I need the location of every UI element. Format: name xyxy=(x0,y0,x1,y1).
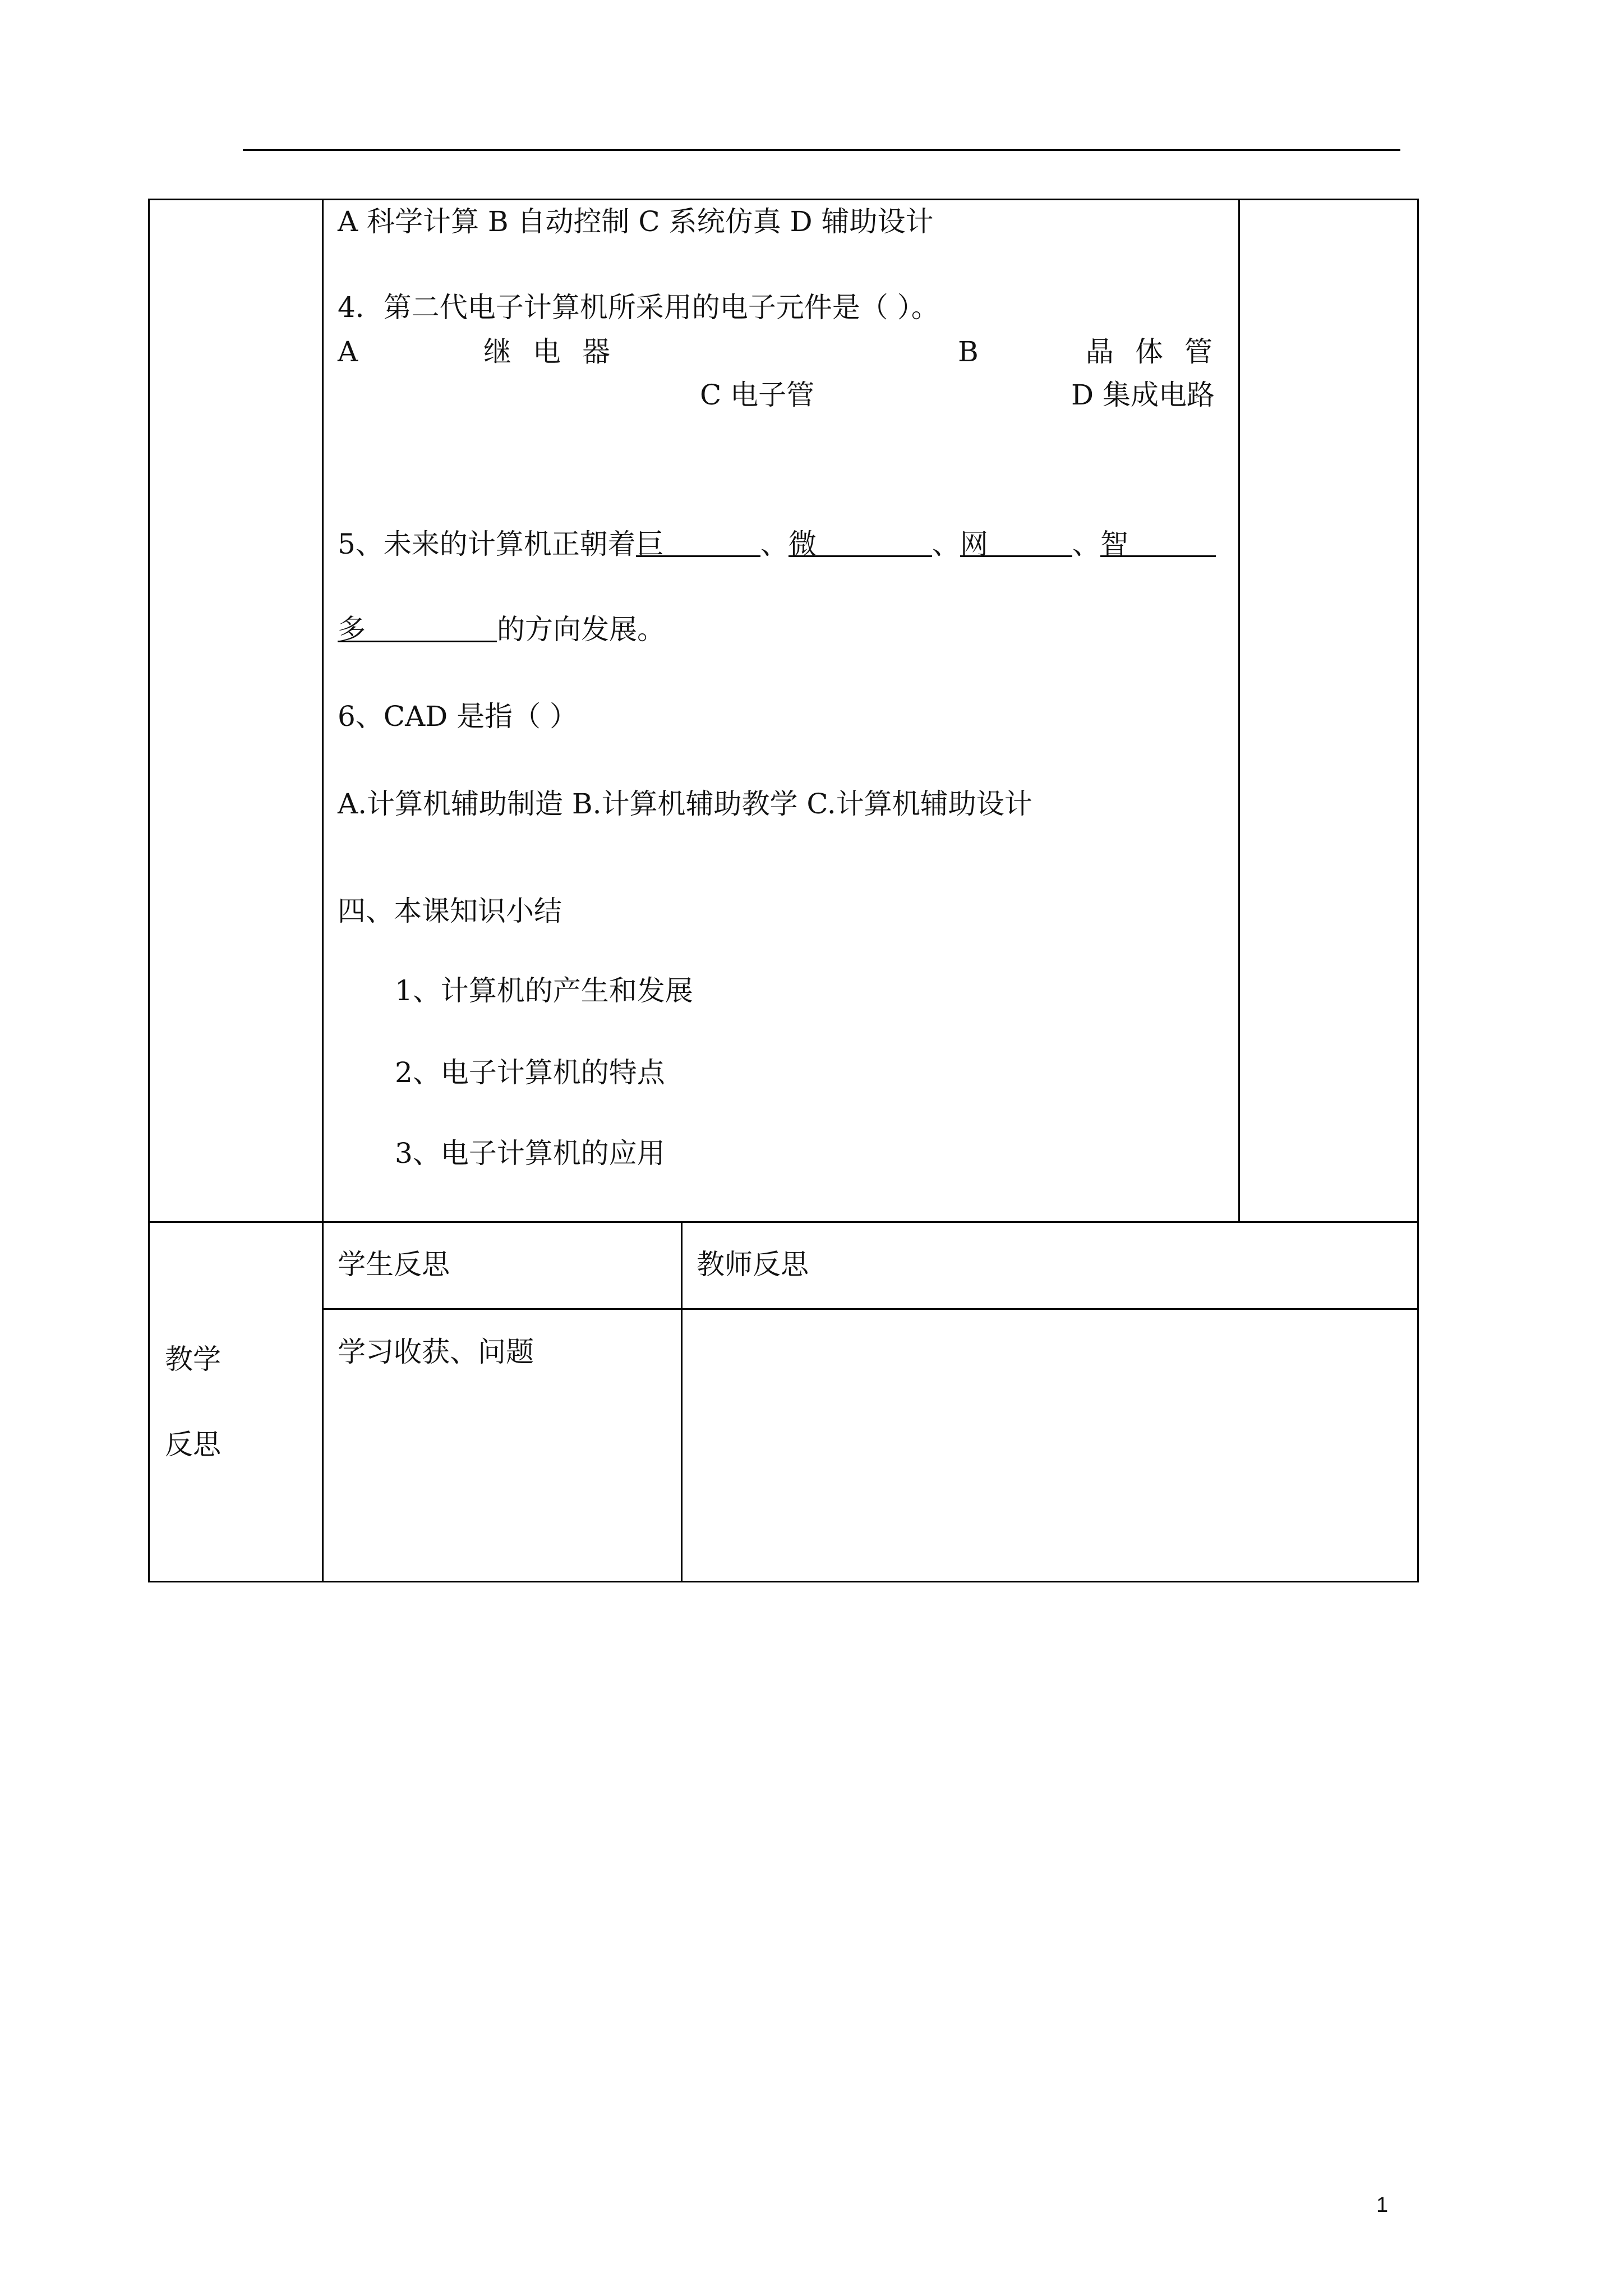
q6-question: 6、CAD 是指（ ） xyxy=(338,700,578,733)
q4-question: 4．第二代电子计算机所采用的电子元件是（ ）。 xyxy=(338,291,939,324)
q4-option-a-text: 继电器 xyxy=(483,335,631,368)
table-top-border xyxy=(148,199,1419,200)
summary-heading: 四、本课知识小结 xyxy=(338,895,562,927)
teacher-reflection-content[interactable] xyxy=(684,1312,1416,1580)
q3-options: A 科学计算 B 自动控制 C 系统仿真 D 辅助设计 xyxy=(338,205,934,238)
summary-item: 3、电子计算机的应用 xyxy=(395,1137,665,1170)
table-col-divider-right xyxy=(1238,199,1240,1223)
summary-item: 1、计算机的产生和发展 xyxy=(395,974,693,1007)
header-rule xyxy=(243,149,1400,151)
q4-option-a-letter: A xyxy=(338,335,358,368)
student-reflection-content: 学习收获、问题 xyxy=(338,1336,534,1368)
reflection-header-student: 学生反思 xyxy=(338,1248,450,1281)
blank-micro[interactable]: 微 xyxy=(789,527,932,557)
q6-options: A.计算机辅助制造 B.计算机辅助教学 C.计算机辅助设计 xyxy=(338,788,1032,820)
table-right-border xyxy=(1417,199,1419,1582)
blank-intelligent[interactable]: 智 xyxy=(1100,527,1216,557)
reflection-header-teacher: 教师反思 xyxy=(697,1248,809,1281)
blank-giant[interactable]: 巨 xyxy=(636,527,760,557)
page-number: 1 xyxy=(1376,2193,1389,2217)
q4-option-b-letter: B xyxy=(958,335,979,368)
reflection-header-divider xyxy=(322,1308,1419,1310)
q5-lead: 5、未来的计算机正朝着 xyxy=(338,528,636,560)
table-bottom-border xyxy=(148,1581,1419,1582)
table-col-divider-1 xyxy=(322,199,324,1582)
table-left-border xyxy=(148,199,150,1582)
q4-option-c: C 电子管 xyxy=(700,379,815,411)
reflection-row-label-line1: 教学 xyxy=(165,1343,221,1375)
blank-multimedia[interactable]: 多 xyxy=(338,613,497,642)
q4-option-d: D 集成电路 xyxy=(1071,379,1215,411)
reflection-row-label-line2: 反思 xyxy=(165,1428,221,1461)
q5-tail: 的方向发展。 xyxy=(497,613,665,646)
table-row-divider xyxy=(148,1221,1419,1223)
reflection-col-divider xyxy=(681,1221,683,1582)
q5-line-1: 5、未来的计算机正朝着巨 、微 、网 、智 xyxy=(338,527,1216,561)
q5-line-2 xyxy=(338,613,665,646)
summary-item: 2、电子计算机的特点 xyxy=(395,1056,665,1089)
blank-network[interactable]: 网 xyxy=(960,527,1072,557)
q4-option-b-text: 晶体管 xyxy=(1086,335,1234,368)
